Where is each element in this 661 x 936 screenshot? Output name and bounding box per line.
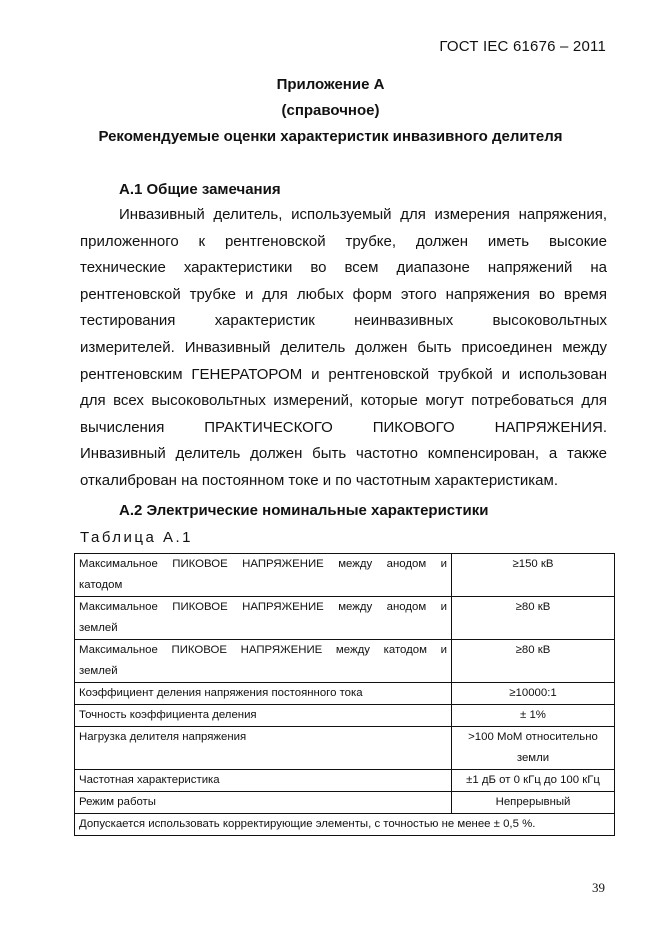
parameter-text: Максимальное ПИКОВОЕ НАПРЯЖЕНИЕ между катодом и	[79, 644, 447, 656]
table-cell-value: ≥80 кВ	[452, 597, 615, 640]
section-a1-body	[80, 202, 607, 495]
table-caption: Таблица А.1	[80, 529, 193, 546]
value-text: земли	[516, 752, 550, 764]
table-row	[75, 554, 615, 597]
section-a1-title: А.1 Общие замечания	[119, 181, 281, 198]
table-cell-parameter	[75, 640, 452, 683]
paragraph-line: Инвазивный делитель должен быть частотно компенсирован, а также	[80, 445, 607, 463]
parameter-text: Максимальное ПИКОВОЕ НАПРЯЖЕНИЕ между анодом и	[79, 558, 447, 570]
value-text: >100 МоМ относительно	[468, 731, 598, 743]
standard-code: ГОСТ IEC 61676 – 2011	[439, 38, 606, 55]
table-cell-parameter: Коэффициент деления напряжения постоянного тока	[75, 683, 452, 705]
page-number: 39	[592, 880, 605, 895]
paragraph-line: Инвазивный делитель, используемый для измерения напряжения,	[119, 206, 607, 223]
table-cell-parameter: Точность коэффициента деления	[75, 705, 452, 727]
table-note-row	[75, 814, 615, 836]
table-cell-value: ≥150 кВ	[452, 554, 615, 597]
table-cell-value: ≥10000:1	[452, 683, 615, 705]
paragraph-line: технические характеристики во всем диапазоне напряжений на	[80, 259, 607, 277]
paragraph-line: приложенного к рентгеновской трубке, должен иметь высокие	[80, 232, 607, 250]
section-a2-title: А.2 Электрические номинальные характеристики	[119, 502, 489, 519]
table-row	[75, 727, 615, 770]
parameter-text: Максимальное ПИКОВОЕ НАПРЯЖЕНИЕ между анодом и	[79, 601, 447, 613]
table-cell-parameter: Нагрузка делителя напряжения	[75, 727, 452, 770]
table-row	[75, 705, 615, 727]
parameter-text: землей	[79, 665, 118, 677]
paragraph-line: вычисления ПРАКТИЧЕСКОГО ПИКОВОГО НАПРЯЖЕНИЯ.	[80, 418, 607, 436]
paragraph-line: рентгеновским ГЕНЕРАТОРОМ и рентгеновской трубкой и использован	[80, 365, 607, 383]
table-cell-parameter: Режим работы	[75, 792, 452, 814]
table-row	[75, 683, 615, 705]
parameter-text: землей	[79, 622, 118, 634]
table-cell-value: ≥80 кВ	[452, 640, 615, 683]
table-cell-value: ± 1%	[452, 705, 615, 727]
table-row	[75, 770, 615, 792]
table-row	[75, 640, 615, 683]
table-cell-value	[452, 727, 615, 770]
table-note: Допускается использовать корректирующие элементы, с точностью не менее ± 0,5 %.	[75, 814, 615, 836]
table-row	[75, 792, 615, 814]
paragraph-line: измерителей. Инвазивный делитель должен быть присоединен между	[80, 338, 607, 356]
appendix-status: (справочное)	[281, 102, 380, 119]
table-cell-value: Непрерывный	[452, 792, 615, 814]
paragraph-line: для всех высоковольтных измерений, которые могут потребоваться для	[80, 392, 607, 410]
appendix-subtitle: Рекомендуемые оценки характеристик инвазивного делителя	[98, 128, 563, 145]
table-cell-parameter	[75, 554, 452, 597]
characteristics-table	[74, 553, 615, 836]
appendix-title: Приложение А	[276, 76, 385, 93]
table-cell-parameter: Частотная характеристика	[75, 770, 452, 792]
table-row	[75, 597, 615, 640]
paragraph-line: рентгеновской трубке и для любых форм этого напряжения во время	[80, 285, 607, 303]
table-cell-parameter	[75, 597, 452, 640]
paragraph-line: откалиброван на постоянном токе и по частотным характеристикам.	[80, 471, 559, 489]
parameter-text: катодом	[79, 579, 123, 591]
paragraph-line: тестирования характеристик неинвазивных высоковольтных	[80, 312, 607, 330]
table-cell-value: ±1 дБ от 0 кГц до 100 кГц	[452, 770, 615, 792]
